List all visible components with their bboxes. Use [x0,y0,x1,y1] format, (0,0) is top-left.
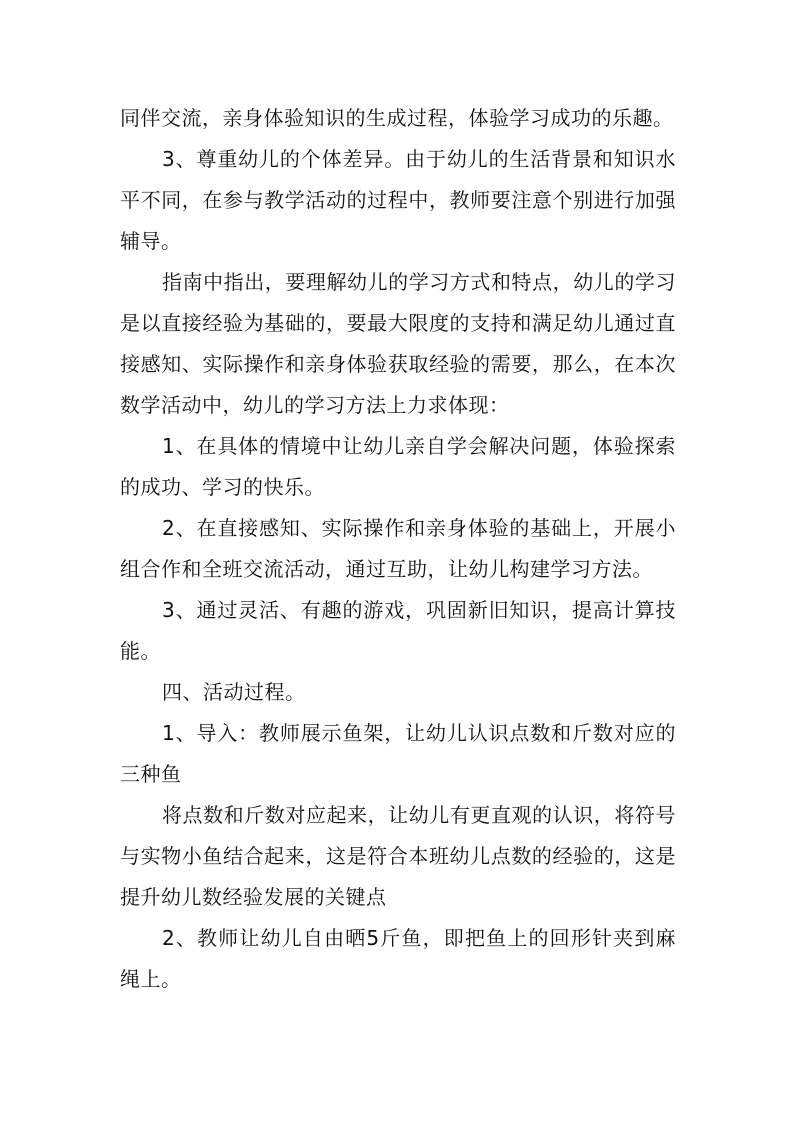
paragraph-9: 将点数和斤数对应起来，让幼儿有更直观的认识，将符号与实物小鱼结合起来，这是符合本班幼儿点数的经验的，这是提升幼儿数经验发展的关键点 [120,803,676,909]
paragraph-8: 1、导入：教师展示鱼架，让幼儿认识点数和斤数对应的三种鱼 [120,721,676,786]
section-heading: 四、活动过程。 [162,680,306,704]
paragraph-4: 1、在具体的情境中让幼儿亲自学会解决问题，体验探索的成功、学习的快乐。 [120,434,676,499]
paragraph-6: 3、通过灵活、有趣的游戏，巩固新旧知识，提高计算技能。 [120,598,676,663]
paragraph-5: 2、在直接感知、实际操作和亲身体验的基础上，开展小组合作和全班交流活动，通过互助，让幼儿构建学习方法。 [120,516,676,581]
document-body [120,98,676,1000]
paragraph-10: 2、教师让幼儿自由晒5斤鱼，即把鱼上的回形针夹到麻绳上。 [120,926,676,991]
paragraph-3: 指南中指出，要理解幼儿的学习方式和特点，幼儿的学习是以直接经验为基础的，要最大限度的支持和满足幼儿通过直接感知、实际操作和亲身体验获取经验的需要，那么，在本次数学活动中，幼儿的学习方法上力求体现： [120,270,676,417]
paragraph-2: 3、尊重幼儿的个体差异。由于幼儿的生活背景和知识水平不同，在参与教学活动的过程中，教师要注意个别进行加强辅导。 [120,147,676,253]
paragraph-1: 同伴交流，亲身体验知识的生成过程，体验学习成功的乐趣。 [120,106,674,130]
